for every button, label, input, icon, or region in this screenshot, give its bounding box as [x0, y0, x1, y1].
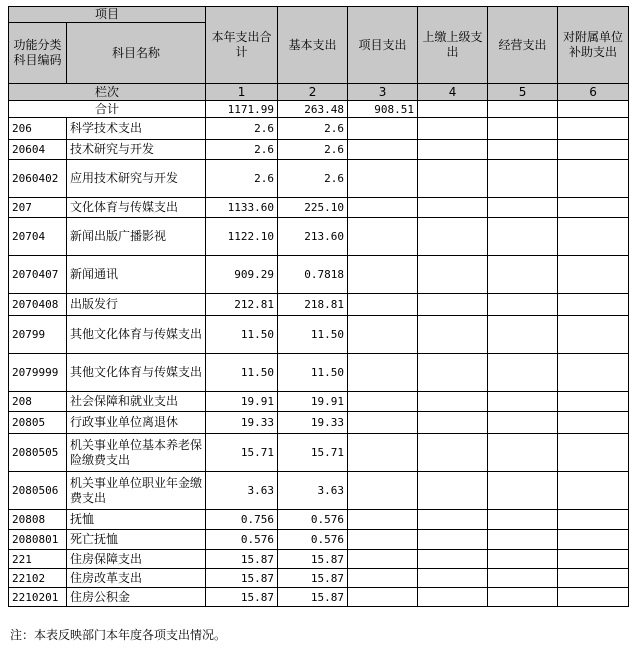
row-basic: 2.6: [278, 160, 348, 198]
row-basic: 15.71: [278, 434, 348, 472]
row-total: 0.756: [206, 510, 278, 530]
column-num: 2: [278, 84, 348, 101]
header-total: 本年支出合计: [206, 7, 278, 84]
total-value: 1171.99: [206, 101, 278, 118]
table-row: [9, 140, 629, 160]
header-code: 功能分类科目编码: [9, 23, 67, 84]
row-total: 15.87: [206, 569, 278, 588]
row-basic: 11.50: [278, 316, 348, 354]
row-basic: 225.10: [278, 198, 348, 218]
footnote: 注：本表反映部门本年度各项支出情况。: [10, 628, 227, 642]
row-name: 应用技术研究与开发: [67, 160, 206, 198]
row-total: 3.63: [206, 472, 278, 510]
row-code: 221: [9, 550, 67, 569]
table-row: [9, 218, 629, 256]
table-row: [9, 294, 629, 316]
row-code: 2080506: [9, 472, 67, 510]
row-total: 1122.10: [206, 218, 278, 256]
column-number-row: [9, 84, 629, 101]
table-row: [9, 550, 629, 569]
row-code: 2079999: [9, 354, 67, 392]
row-name: 住房改革支出: [67, 569, 206, 588]
row-code: 20799: [9, 316, 67, 354]
row-total: 15.71: [206, 434, 278, 472]
empty-cell: [488, 101, 558, 118]
row-name: 新闻通讯: [67, 256, 206, 294]
table-row: [9, 256, 629, 294]
row-basic: 213.60: [278, 218, 348, 256]
table-row: [9, 198, 629, 218]
row-name: 住房保障支出: [67, 550, 206, 569]
table-row: [9, 472, 629, 510]
table-row: [9, 434, 629, 472]
row-total: 2.6: [206, 160, 278, 198]
header-name: 科目名称: [67, 23, 206, 84]
row-basic: 0.576: [278, 510, 348, 530]
row-basic: 2.6: [278, 140, 348, 160]
row-name: 技术研究与开发: [67, 140, 206, 160]
row-name: 抚恤: [67, 510, 206, 530]
column-num: 1: [206, 84, 278, 101]
table-row: [9, 569, 629, 588]
header-project: 项目: [9, 7, 206, 23]
row-code: 20604: [9, 140, 67, 160]
row-total: 11.50: [206, 316, 278, 354]
total-project: 908.51: [348, 101, 418, 118]
table-row: [9, 392, 629, 412]
column-num: 4: [418, 84, 488, 101]
row-name: 行政事业单位离退休: [67, 412, 206, 434]
empty-cell: [558, 101, 629, 118]
header-operating: 经营支出: [488, 7, 558, 84]
row-name: 其他文化体育与传媒支出: [67, 354, 206, 392]
column-num: 6: [558, 84, 629, 101]
row-basic: 19.91: [278, 392, 348, 412]
row-total: 212.81: [206, 294, 278, 316]
total-row: [9, 101, 629, 118]
header-upper: 上缴上级支出: [418, 7, 488, 84]
row-code: 208: [9, 392, 67, 412]
table-row: [9, 510, 629, 530]
row-name: 住房公积金: [67, 588, 206, 607]
row-basic: 2.6: [278, 118, 348, 140]
table-row: [9, 316, 629, 354]
column-num: 5: [488, 84, 558, 101]
header-basic: 基本支出: [278, 7, 348, 84]
row-total: 2.6: [206, 140, 278, 160]
table-row: [9, 530, 629, 550]
row-basic: 11.50: [278, 354, 348, 392]
row-total: 15.87: [206, 588, 278, 607]
table-row: [9, 412, 629, 434]
row-total: 0.576: [206, 530, 278, 550]
row-name: 社会保障和就业支出: [67, 392, 206, 412]
row-total: 19.33: [206, 412, 278, 434]
row-basic: 19.33: [278, 412, 348, 434]
row-basic: 0.576: [278, 530, 348, 550]
row-total: 15.87: [206, 550, 278, 569]
row-basic: 3.63: [278, 472, 348, 510]
table-row: [9, 160, 629, 198]
header-row-1: [9, 7, 629, 23]
row-total: 909.29: [206, 256, 278, 294]
row-basic: 15.87: [278, 569, 348, 588]
header-subsidy: 对附属单位补助支出: [558, 7, 629, 84]
row-name: 科学技术支出: [67, 118, 206, 140]
row-name: 其他文化体育与传媒支出: [67, 316, 206, 354]
row-basic: 15.87: [278, 588, 348, 607]
row-total: 1133.60: [206, 198, 278, 218]
row-code: 2080801: [9, 530, 67, 550]
row-name: 出版发行: [67, 294, 206, 316]
row-code: 206: [9, 118, 67, 140]
row-basic: 15.87: [278, 550, 348, 569]
column-num: 3: [348, 84, 418, 101]
row-code: 2210201: [9, 588, 67, 607]
row-code: 22102: [9, 569, 67, 588]
row-code: 207: [9, 198, 67, 218]
row-code: 20704: [9, 218, 67, 256]
table-row: [9, 354, 629, 392]
total-label: 合计: [9, 101, 206, 118]
row-name: 机关事业单位职业年金缴费支出: [67, 472, 206, 510]
row-code: 20805: [9, 412, 67, 434]
row-name: 死亡抚恤: [67, 530, 206, 550]
row-basic: 218.81: [278, 294, 348, 316]
table-row: [9, 588, 629, 607]
column-label: 栏次: [9, 84, 206, 101]
row-total: 2.6: [206, 118, 278, 140]
row-basic: 0.7818: [278, 256, 348, 294]
table-row: [9, 118, 629, 140]
row-code: 2060402: [9, 160, 67, 198]
row-total: 19.91: [206, 392, 278, 412]
row-code: 2070407: [9, 256, 67, 294]
expenditure-table: [8, 6, 629, 607]
row-name: 文化体育与传媒支出: [67, 198, 206, 218]
empty-cell: [418, 101, 488, 118]
header-project-expenditure: 项目支出: [348, 7, 418, 84]
row-code: 20808: [9, 510, 67, 530]
row-code: 2070408: [9, 294, 67, 316]
row-name: 机关事业单位基本养老保险缴费支出: [67, 434, 206, 472]
row-name: 新闻出版广播影视: [67, 218, 206, 256]
row-total: 11.50: [206, 354, 278, 392]
row-code: 2080505: [9, 434, 67, 472]
total-basic: 263.48: [278, 101, 348, 118]
